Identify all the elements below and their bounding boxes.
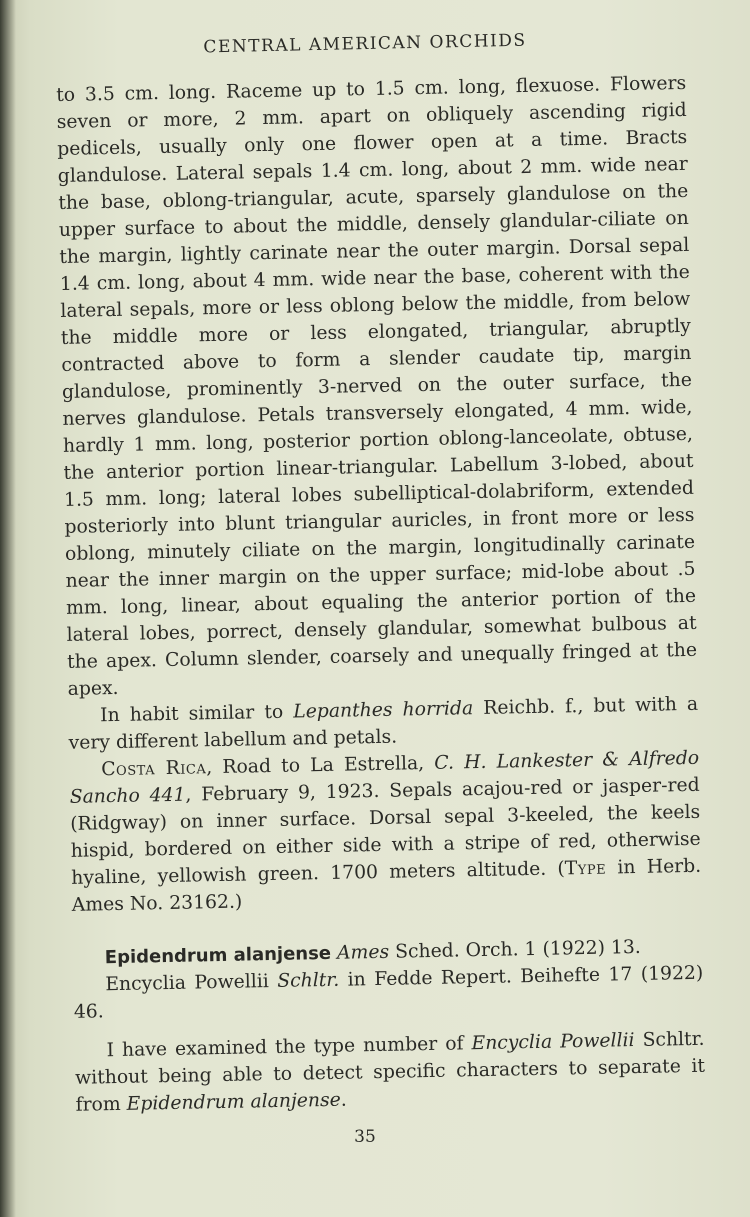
species-citation: Sched. Orch. 1 (1922) 13. bbox=[388, 936, 641, 963]
remark-species-two: Epidendrum alanjense bbox=[126, 1089, 341, 1115]
collectors: C. H. Lankester & Alfredo Sancho 441 bbox=[69, 747, 700, 808]
habit-note-before: In habit similar to bbox=[99, 701, 294, 727]
specimen-citation-paragraph bbox=[69, 745, 702, 919]
synonym-name: Encyclia Powellii bbox=[105, 970, 278, 996]
book-spine-shadow bbox=[0, 0, 16, 1217]
specimen-details: , February 9, 1923. Sepals acajou-red or jasper-red (Ridgway) on inner surface. Dorsal sepal 3-keeled, the keels hispid, bordered on either side with a stripe of red, otherwise hyaline, yellowish green. 1700 meters altitude. ( bbox=[70, 774, 701, 889]
country: Costa Rica bbox=[101, 757, 207, 781]
remark-before: I have examined the type number of bbox=[106, 1033, 472, 1062]
synonym-author: Schltr. bbox=[277, 969, 340, 992]
remark-middle: Schltr. without being able to detect specific characters to separate it from bbox=[74, 1028, 706, 1116]
species-author: Ames bbox=[336, 941, 390, 964]
herbarium-number: in Herb. Ames No. 23162.) bbox=[71, 855, 702, 916]
compared-species: Lepanthes horrida bbox=[293, 698, 474, 723]
locality: , Road to La Estrella, bbox=[206, 752, 435, 779]
page-body bbox=[56, 70, 706, 1119]
species-name: Epidendrum alanjense bbox=[104, 942, 332, 969]
running-header: CENTRAL AMERICAN ORCHIDS bbox=[203, 30, 527, 58]
habit-note-after: Reichb. f., but with a very different labellum and petals. bbox=[68, 693, 699, 754]
remark-paragraph bbox=[74, 1026, 705, 1119]
type-label: Type bbox=[564, 857, 607, 880]
page-number: 35 bbox=[354, 1127, 376, 1147]
description-paragraph: to 3.5 cm. long. Raceme up to 1.5 cm. long, flexuose. Flowers seven or more, 2 mm. apart on obliquely ascending rigid pedicels, usually only one flower open at a time. Bracts glandulose. Lateral sepals 1.4 cm. long, about 2 mm. wide near the base, oblong-triangular, acute, sparsely glandulose on the upper surface to about the middle, densely glandular-ciliate on the margin, lightly carinate near the outer margin. Dorsal sepal 1.4 cm. long, about 4 mm. wide near the base, coherent with the lateral sepals, more or less oblong below the middle, from below the middle more or less elongated, triangular, abruptly contracted above to form a slender caudate tip, margin glandulose, prominently 3-nerved on the outer surface, the nerves glandulose. Petals transversely elongated, 4 mm. wide, hardly 1 mm. long, posterior portion oblong-lanceolate, obtuse, the anterior portion linear-triangular. Labellum 3-lobed, about 1.5 mm. long; lateral lobes subelliptical-dolabriform, extended posteriorly into blunt triangular auricles, in front more or less oblong, minutely ciliate on the margin, longitudinally carinate near the inner margin on the upper surface; mid-lobe about .5 mm. long, linear, about equaling the anterior portion of the lateral lobes, porrect, densely glandular, somewhat bulbous at the apex. Column slender, coarsely and unequally fringed at the apex. bbox=[56, 72, 698, 700]
remark-species-one: Encyclia Powellii bbox=[471, 1030, 635, 1055]
remark-end: . bbox=[340, 1089, 347, 1111]
synonym-citation: in Fedde Repert. Beihefte 17 (1922) 46. bbox=[73, 962, 704, 1023]
